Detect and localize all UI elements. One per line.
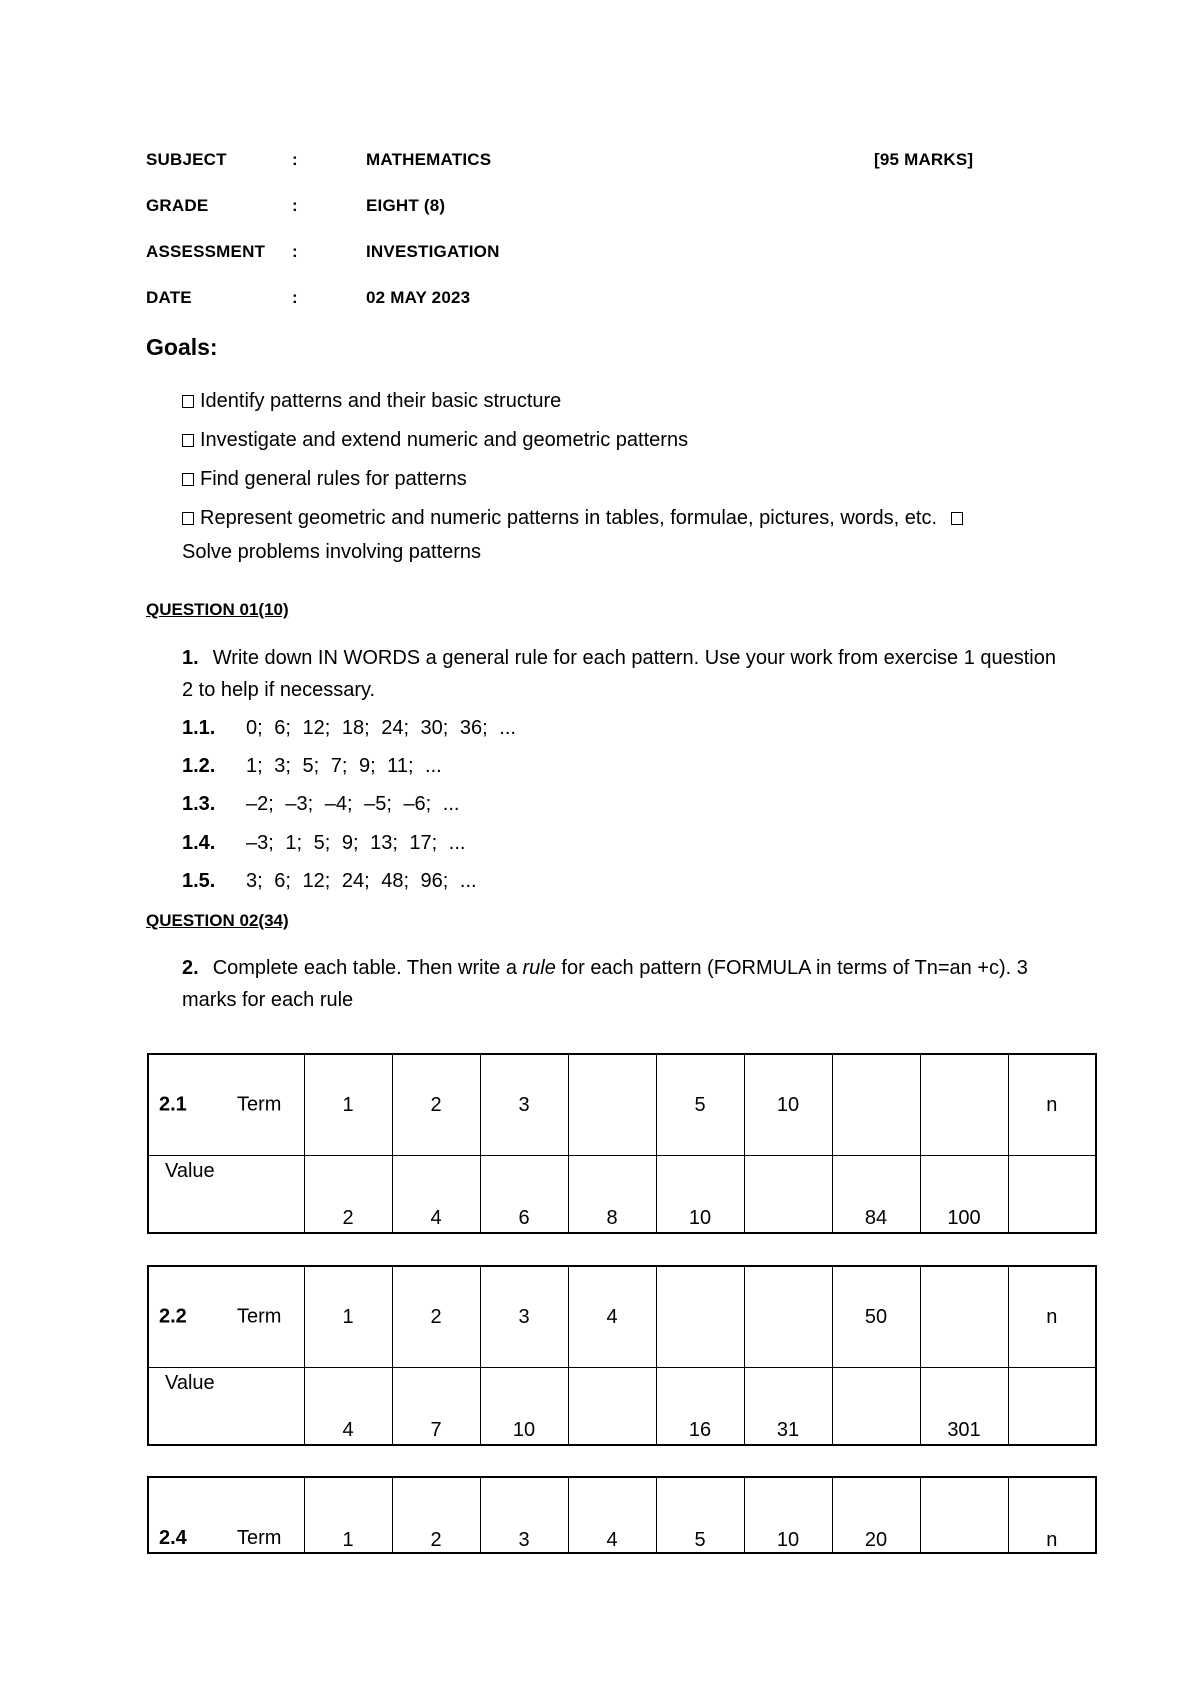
term-cell[interactable]: n (1008, 1266, 1096, 1368)
header-value: 02 MAY 2023 (366, 288, 471, 307)
header-label: SUBJECT (146, 150, 227, 169)
value-row (148, 1368, 1096, 1446)
value-cell[interactable]: 16 (656, 1368, 744, 1446)
item-number: 1.2. (182, 755, 216, 777)
total-marks: [95 MARKS] (874, 150, 974, 169)
term-cell[interactable]: 2 (392, 1266, 480, 1368)
checkbox-icon (182, 473, 194, 486)
value-label: Value (148, 1368, 304, 1446)
term-cell[interactable] (920, 1477, 1008, 1553)
header-value: INVESTIGATION (366, 242, 500, 261)
goal-item (182, 507, 969, 530)
instruction-emphasis: rule (522, 957, 556, 979)
header-colon: : (292, 288, 298, 307)
header-value: EIGHT (8) (366, 196, 446, 215)
value-cell[interactable]: 10 (656, 1156, 744, 1234)
term-cell[interactable] (568, 1054, 656, 1156)
pattern-item (182, 832, 465, 855)
pattern-item (182, 717, 516, 740)
pattern-sequence: 0; 6; 12; 18; 24; 30; 36; ... (246, 717, 516, 739)
header-colon: : (292, 150, 298, 169)
pattern-table-2-1 (147, 1053, 1097, 1234)
goals-title: Goals: (146, 334, 218, 360)
term-cell[interactable]: 50 (832, 1266, 920, 1368)
item-number: 1.3. (182, 793, 216, 815)
value-cell[interactable]: 2 (304, 1156, 392, 1234)
goal-text: Find general rules for patterns (200, 468, 467, 490)
pattern-table-2-2 (147, 1265, 1097, 1446)
term-cell[interactable]: 3 (480, 1054, 568, 1156)
value-label: Value (148, 1156, 304, 1234)
term-row (148, 1477, 1096, 1553)
term-cell[interactable]: 4 (568, 1266, 656, 1368)
value-cell[interactable]: 4 (392, 1156, 480, 1234)
goal-text: Identify patterns and their basic structure (200, 390, 562, 412)
value-cell[interactable] (568, 1368, 656, 1446)
term-cell[interactable] (656, 1266, 744, 1368)
value-cell[interactable]: 8 (568, 1156, 656, 1234)
value-cell[interactable]: 4 (304, 1368, 392, 1446)
table-id: 2.4 (159, 1527, 187, 1549)
pattern-item (182, 755, 442, 778)
term-cell[interactable]: 5 (656, 1054, 744, 1156)
table-id: 2.2 (159, 1305, 187, 1328)
instruction-text: Write down IN WORDS a general rule for each pattern. Use your work from exercise 1 question 2 to help if necessary. (182, 647, 1056, 701)
value-cell[interactable] (744, 1156, 832, 1234)
value-cell[interactable]: 10 (480, 1368, 568, 1446)
goal-text: Investigate and extend numeric and geometric patterns (200, 429, 689, 451)
term-cell[interactable]: n (1008, 1054, 1096, 1156)
value-cell[interactable] (1008, 1156, 1096, 1234)
question-1-instruction (182, 642, 1062, 706)
term-cell[interactable]: 1 (304, 1054, 392, 1156)
row-label-cell (148, 1477, 304, 1553)
term-cell[interactable]: 4 (568, 1477, 656, 1553)
value-row (148, 1156, 1096, 1234)
header-label: DATE (146, 288, 192, 307)
header-colon: : (292, 242, 298, 261)
value-cell[interactable]: 301 (920, 1368, 1008, 1446)
term-cell[interactable] (920, 1054, 1008, 1156)
value-cell[interactable]: 6 (480, 1156, 568, 1234)
header-label: GRADE (146, 196, 209, 215)
pattern-table-2-4 (147, 1476, 1097, 1554)
term-cell[interactable]: n (1008, 1477, 1096, 1553)
term-cell[interactable]: 5 (656, 1477, 744, 1553)
goal-item (182, 468, 467, 491)
term-cell[interactable]: 1 (304, 1266, 392, 1368)
table-id: 2.1 (159, 1093, 187, 1116)
question-1-heading: QUESTION 01(10) (146, 600, 289, 619)
instruction-text: for each pattern (FORMULA in terms of Tn=an +c). 3 marks for each rule (182, 957, 1028, 1011)
term-cell[interactable] (744, 1266, 832, 1368)
term-cell[interactable]: 10 (744, 1477, 832, 1553)
term-cell[interactable]: 20 (832, 1477, 920, 1553)
term-cell[interactable]: 2 (392, 1477, 480, 1553)
pattern-sequence: 3; 6; 12; 24; 48; 96; ... (246, 870, 477, 892)
question-2-instruction (182, 952, 1062, 1016)
term-label: Term (237, 1305, 282, 1328)
pattern-item (182, 870, 477, 893)
pattern-item (182, 793, 459, 816)
pattern-sequence: 1; 3; 5; 7; 9; 11; ... (246, 755, 442, 777)
question-number: 2. (182, 957, 199, 979)
term-row (148, 1054, 1096, 1156)
question-2-heading: QUESTION 02(34) (146, 911, 289, 930)
value-cell[interactable]: 31 (744, 1368, 832, 1446)
goal-item (182, 390, 561, 413)
item-number: 1.4. (182, 832, 216, 854)
term-cell[interactable] (832, 1054, 920, 1156)
pattern-sequence: –2; –3; –4; –5; –6; ... (246, 793, 460, 815)
value-cell[interactable]: 84 (832, 1156, 920, 1234)
term-cell[interactable]: 2 (392, 1054, 480, 1156)
row-label-cell (148, 1266, 304, 1368)
term-cell[interactable]: 1 (304, 1477, 392, 1553)
value-cell[interactable]: 7 (392, 1368, 480, 1446)
term-cell[interactable]: 3 (480, 1477, 568, 1553)
term-cell[interactable]: 10 (744, 1054, 832, 1156)
checkbox-icon (182, 395, 194, 408)
value-cell[interactable] (832, 1368, 920, 1446)
checkbox-icon (951, 512, 963, 525)
goal-item (182, 541, 481, 564)
term-cell[interactable] (920, 1266, 1008, 1368)
checkbox-icon (182, 434, 194, 447)
term-row (148, 1266, 1096, 1368)
value-cell[interactable]: 100 (920, 1156, 1008, 1234)
goal-text: Represent geometric and numeric patterns in tables, formulae, pictures, words, etc. (200, 507, 938, 529)
header-colon: : (292, 196, 298, 215)
goal-text: Solve problems involving patterns (182, 541, 482, 563)
value-cell[interactable] (1008, 1368, 1096, 1446)
term-label: Term (237, 1093, 282, 1116)
question-number: 1. (182, 647, 199, 669)
item-number: 1.5. (182, 870, 216, 892)
row-label-cell (148, 1054, 304, 1156)
header-label: ASSESSMENT (146, 242, 266, 261)
checkbox-icon (182, 512, 194, 525)
item-number: 1.1. (182, 717, 216, 739)
goal-item (182, 429, 688, 452)
term-label: Term (237, 1527, 282, 1549)
term-cell[interactable]: 3 (480, 1266, 568, 1368)
header-value: MATHEMATICS (366, 150, 492, 169)
instruction-text: Complete each table. Then write a (212, 957, 523, 979)
pattern-sequence: –3; 1; 5; 9; 13; 17; ... (246, 832, 466, 854)
